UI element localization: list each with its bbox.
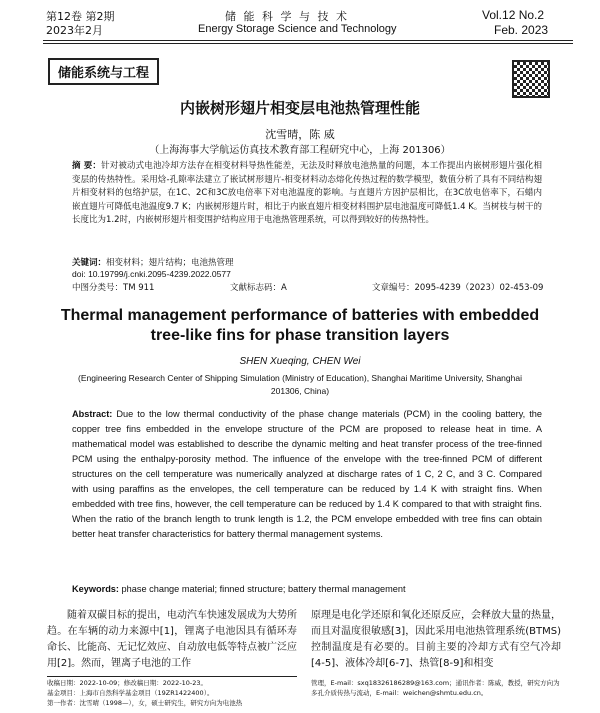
clc-number: 中图分类号：TM 911 <box>72 283 155 293</box>
footnote-left: 收稿日期：2022-10-09；修改稿日期：2022-10-23。 基金项目：上海市自然科学基金项目（19ZR1422400）。 第一作者：沈雪晴（1998—），女，硕士研究生，研究方向为电池热 <box>47 679 243 707</box>
authors-en: SHEN Xueqing, CHEN Wei <box>239 356 361 367</box>
body-column-left: 随着双碳目标的提出，电动汽车快速发展成为大势所趋。在车辆的动力来源中[1]，锂离子电池因具有循环寿命长、比能高、无记忆效应、自动放电低等特点被广泛应用[2]。然而，锂离子电池的工作 <box>47 610 297 669</box>
journal-title-cn: 储 能 科 学 与 技 术 <box>225 10 349 23</box>
keywords-cn-text: 相变材料；翅片结构；电池热管理 <box>106 258 234 268</box>
qr-code <box>512 60 550 98</box>
title-en: Thermal management performance of batteries with embedded tree-like fins for phase transition layers <box>60 307 540 344</box>
abstract-cn-text: 针对被动式电池冷却方法存在相变材料导热性能差，无法及时释放电池热量的问题，本工作提出内嵌树形翅片强化相变层的传热特性。采用焓-孔隙率法建立了嵌试树形翅片-相变材料动态熔化传热过程的数学模型，数值分析了具有不同结构翅片相变材料的包络护层，在1C、2C和3C放电倍率下对电池温度的影响。与直翅片方因护层相比，在3C放电倍率下，石蜡内嵌直翅片可降低电池温度9.7 K；内嵌树形翅片时，相比于内嵌直翅片相变材料围护层电池温度可降低1.4 K。当树枝与树干的长度比为1.2时，内嵌树形翅片相变围护结构应用于电池热管理系统，可以得到较好的传热特性。 <box>72 161 542 225</box>
document-code: 文献标志码：A <box>230 283 287 293</box>
volume-cn: 第12卷 第2期 <box>46 10 115 23</box>
abstract-en-label: Abstract: <box>72 409 113 419</box>
header-rule <box>43 40 573 41</box>
affiliation-en: (Engineering Research Center of Shipping Simulation (Ministry of Education), Shanghai Maritime University, Shanghai 201306, China) <box>78 373 522 396</box>
abstract-cn-label: 摘 要： <box>72 161 102 171</box>
authors-cn: 沈雪晴，陈 威 <box>265 128 335 141</box>
footnote-right: 管理，E-mail：sxq18326186289@163.com；通讯作者：陈威，教授，研究方向为多孔介质传热与流动，E-mail：weichen@shmtu.edu.cn。 <box>311 679 560 697</box>
article-number: 文章编号：2095-4239（2023）02-453-09 <box>372 283 544 293</box>
abstract-en <box>72 407 542 542</box>
date-cn: 2023年2月 <box>46 24 103 37</box>
keywords-en-label: Keywords: <box>72 584 119 594</box>
abstract-en-text: Due to the low thermal conductivity of the phase change materials (PCM) in the cooling battery, the copper tree fins embedded in the envelope structure of the PCM are proposed to release heat in time. A mathematical model was established to describe the dynamic melting and heat transfer process of the tree-finned PCM using the enthalpy-porosity method. The influence of the envelope with the tree-finned PCM of different structures on the cell temperature was numerically analyzed at discharge rates of 1 C, 2 C, and 3 C. Compared with using paraffins as the envelopes, the cell temperature can be reduced by 1.4 K with straight fins. When embedded with tree fins, however, the cell temperature can be reduced by 1.4 K compared to that with straight fins. When the ratio of the branch length to trunk length is 1.2, the PCM envelope embedded with tree fins can obtain better heat transfer characteristics for battery thermal management systems. <box>72 409 542 539</box>
header-rule-2 <box>43 43 573 44</box>
date-en: Feb. 2023 <box>494 23 549 37</box>
affiliation-cn: （上海海事大学航运仿真技术教育部工程研究中心，上海 201306） <box>149 145 451 156</box>
abstract-cn <box>72 160 542 228</box>
doi: doi: 10.19799/j.cnki.2095-4239.2022.0577 <box>72 269 231 279</box>
footnote-rule <box>47 676 297 677</box>
title-cn: 内嵌树形翅片相变层电池热管理性能 <box>179 99 420 117</box>
body-column-right: 原理是电化学还原和氧化还原反应，会释放大量的热量，而且对温度很敏感[3]，因此采用电池热管理系统(BTMS)控制温度是有必要的。目前主要的冷却方式有空气冷却[4-5]、液体冷却[6-7]、热管[8-9]和相变 <box>311 610 561 669</box>
keywords-en-text: phase change material; finned structure; battery thermal management <box>121 584 406 594</box>
volume-en: Vol.12 No.2 <box>482 8 545 22</box>
journal-title-en: Energy Storage Science and Technology <box>198 23 397 35</box>
section-tag: 储能系统与工程 <box>48 58 159 85</box>
keywords-cn-label: 关键词： <box>72 258 107 268</box>
keywords-en <box>72 584 406 594</box>
keywords-cn <box>72 256 234 268</box>
